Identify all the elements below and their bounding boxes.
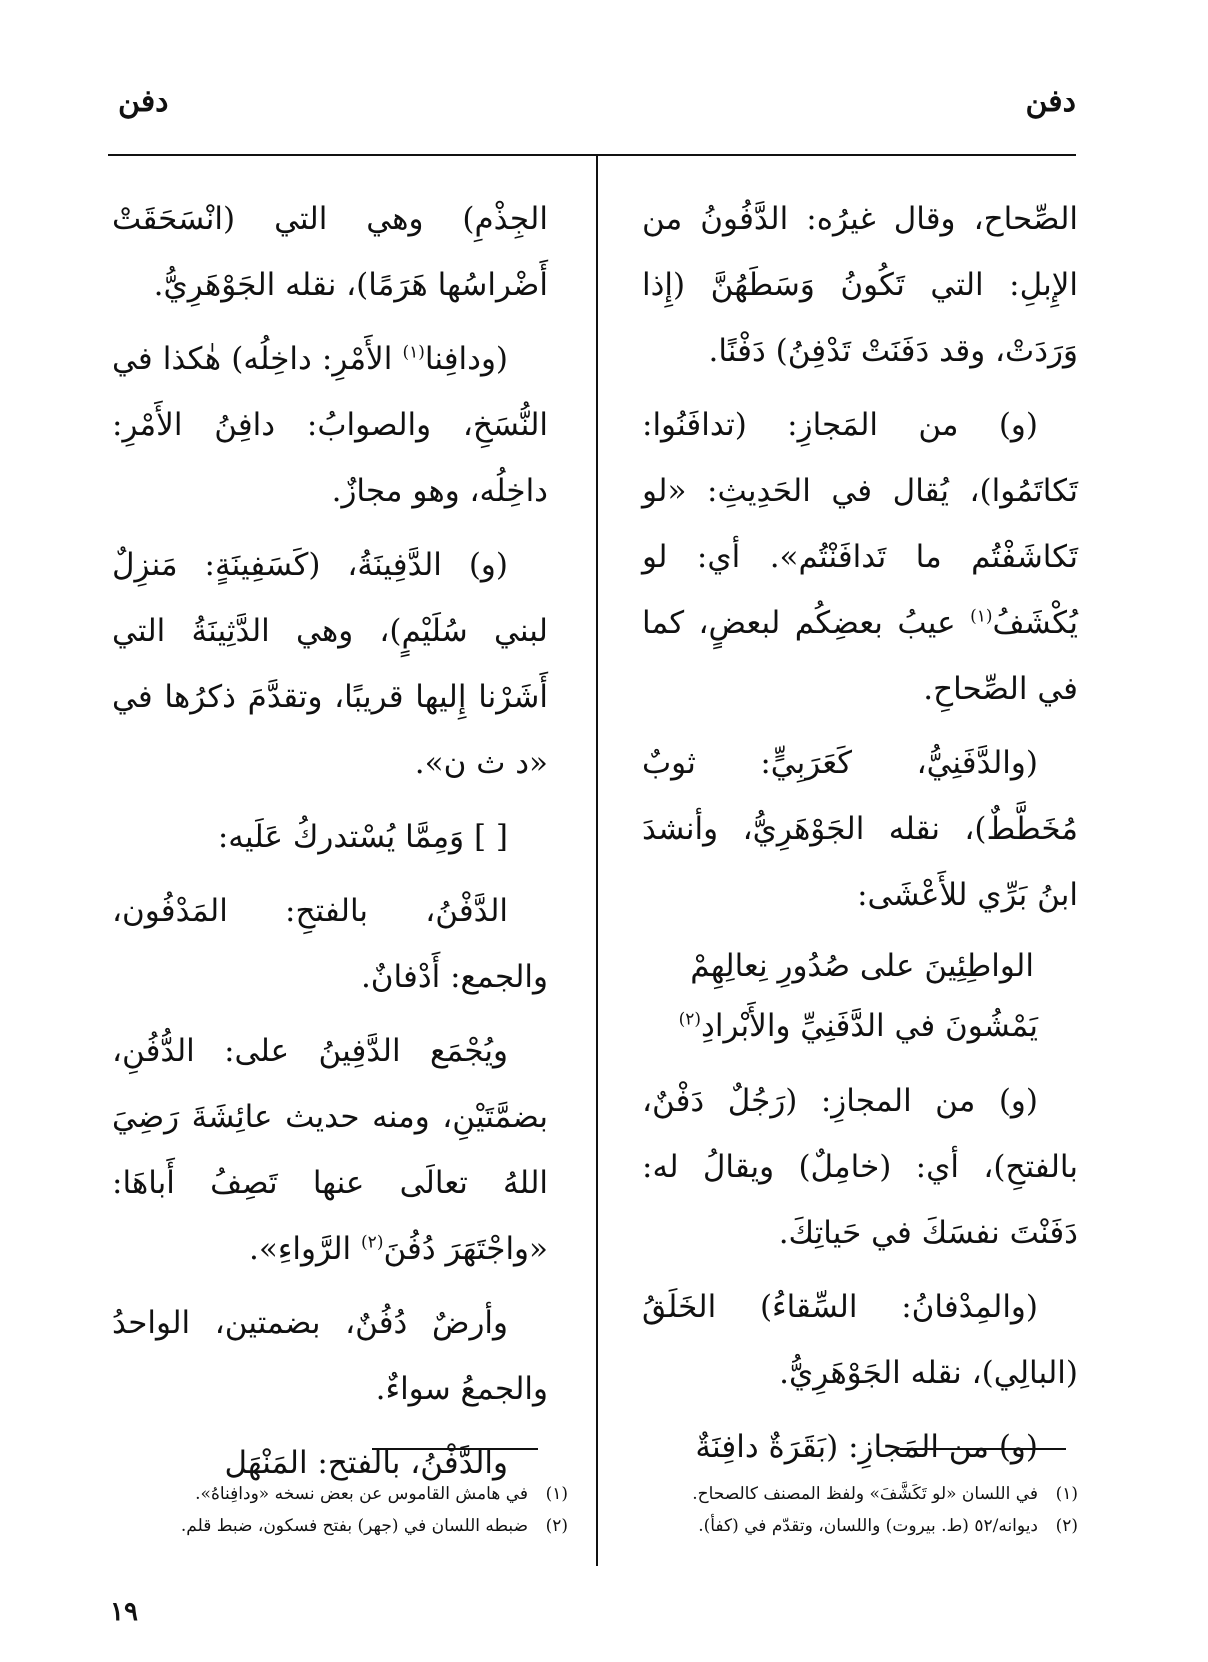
footnotes-left <box>108 1478 568 1542</box>
right-paragraph-2-text-a: (و) من المَجازِ: (تدافَنُوا: تَكاتَمُوا)، يُقال في الحَدِيثِ: «لو تَكاشَفْتُم ما تَدافَنْتُم». أي: لو يُكْشَفُ <box>642 407 1079 641</box>
left-paragraph-7: وأرضٌ دُفُنٌ، بضمتين، الواحدُ والجمعُ سواءٌ. <box>112 1305 548 1407</box>
left-paragraph-6-text-b: الرَّواءِ». <box>249 1231 352 1267</box>
right-paragraph-2 <box>642 392 1078 722</box>
right-paragraph-1: الصِّحاح، وقال غيرُه: الدَّفُونُ من الإِبلِ: التي تَكُونُ وَسَطَهُنَّ (إِذا وَرَدَتْ، وقد دَفَنَتْ تَدْفِنُ) دَفْنًا. <box>642 201 1078 369</box>
left-paragraph-2 <box>112 326 548 524</box>
footnote-text: في هامش القاموس عن بعض نسخه «ودافِناهُ». <box>195 1484 528 1504</box>
footnote-marker: (٢) <box>361 1232 384 1253</box>
left-paragraph-3: (و) الدَّفِينَةُ، (كَسَفِينَةٍ: مَنزِلٌ لبني سُلَيْمٍ)، وهي الدَّثِينَةُ التي أَشَرْنا إِليها قريبًا، وتقدَّمَ ذكرُها في «د ث ن». <box>112 547 548 781</box>
running-head-left: دفن <box>118 84 169 119</box>
left-paragraph-5: الدَّفْنُ، بالفتحِ: المَدْفُون، والجمع: أَدْفانٌ. <box>112 893 548 995</box>
footnote-text: ضبطه اللسان في (جهر) بفتح فسكون، ضبط قلم. <box>180 1516 528 1536</box>
footnote-number: (٢) <box>545 1516 568 1536</box>
running-head-right: دفن <box>1025 84 1076 119</box>
footnote-item <box>108 1510 568 1542</box>
verse-line-2-text: يَمْشُونَ في الدَّفَنِيِّ والأَبْرادِ <box>701 1008 1038 1044</box>
footnote-text: في اللسان «لو تَكَشَّفَ» ولفظ المصنف كالصحاح. <box>692 1484 1038 1504</box>
verse-line-2 <box>642 996 1078 1056</box>
footnote-item <box>618 1478 1078 1510</box>
right-paragraph-4: (و) من المجازِ: (رَجُلٌ دَفْنٌ، بالفتحِ)، أي: (خامِلٌ) ويقالُ له: دَفَنْتَ نفسَكَ في حَياتِكَ. <box>642 1083 1078 1251</box>
right-paragraph-2-text-b: عيبُ بعضِكُم لبعضٍ، كما في الصِّحاحِ. <box>642 605 1078 707</box>
column-divider <box>596 154 598 1566</box>
right-paragraph-3: (والدَّفَنِيُّ، كَعَرَبِيٍّ: ثوبٌ مُخَطَّطٌ)، نقله الجَوْهَرِيُّ، وأنشدَ ابنُ بَرِّي للأَعْشَى: <box>642 745 1078 913</box>
footnote-rule-right <box>900 1448 1066 1450</box>
footnote-rule-left <box>372 1448 538 1450</box>
right-paragraph-5: (والمِدْفانُ: السِّقاءُ) الخَلَقُ (البالِي)، نقله الجَوْهَرِيُّ. <box>642 1289 1078 1391</box>
left-paragraph-8: والدَّفْنُ، بالفتح: المَنْهَل <box>224 1445 508 1481</box>
footnote-item <box>618 1510 1078 1542</box>
footnote-text: ديوانه/٥٢ (ط. بيروت) واللسان، وتقدّم في (كفأ). <box>698 1516 1038 1536</box>
footnote-marker: (١) <box>402 342 425 363</box>
footnote-marker: (٢) <box>678 1009 702 1030</box>
page-number: ١٩ <box>110 1597 138 1627</box>
footnote-number: (١) <box>545 1484 568 1504</box>
right-column <box>642 186 1078 1488</box>
left-paragraph-6 <box>112 1018 548 1282</box>
left-paragraph-6-text-a: ويُجْمَع الدَّفِينُ على: الدُّفُنِ، بضمَّتَيْنِ، ومنه حديث عائِشَةَ رَضِيَ اللهُ تعالَى عنها تَصِفُ أَباهَا: «واجْتَهَرَ دُفُنَ <box>112 1033 548 1267</box>
header-rule <box>108 154 1076 156</box>
footnote-marker: (١) <box>970 606 993 627</box>
footnote-number: (٢) <box>1055 1516 1078 1536</box>
footnotes-right <box>618 1478 1078 1542</box>
verse-line-1: الواطِئِينَ على صُدُورِ نِعالِهِمْ <box>690 948 1034 984</box>
supplement-heading: [ ] وَمِمَّا يُسْتدركُ عَلَيه: <box>217 819 508 855</box>
left-paragraph-2-text-a: (ودافِنا <box>424 341 509 377</box>
left-paragraph-2-text-b: الأَمْرِ: داخِلُه) هٰكذا في النُّسَخِ، والصوابُ: دافِنُ الأَمْرِ: داخِلُه، وهو مجازٌ. <box>112 341 548 509</box>
right-paragraph-6: (و) من المَجازِ: (بَقَرَةٌ دافِنَةٌ <box>695 1429 1038 1465</box>
footnote-number: (١) <box>1055 1484 1078 1504</box>
left-column <box>112 186 548 1504</box>
footnote-item <box>108 1478 568 1510</box>
left-paragraph-1: الجِذْمِ) وهي التي (انْسَحَقَتْ أَضْراسُها هَرَمًا)، نقله الجَوْهَرِيُّ. <box>112 201 548 303</box>
